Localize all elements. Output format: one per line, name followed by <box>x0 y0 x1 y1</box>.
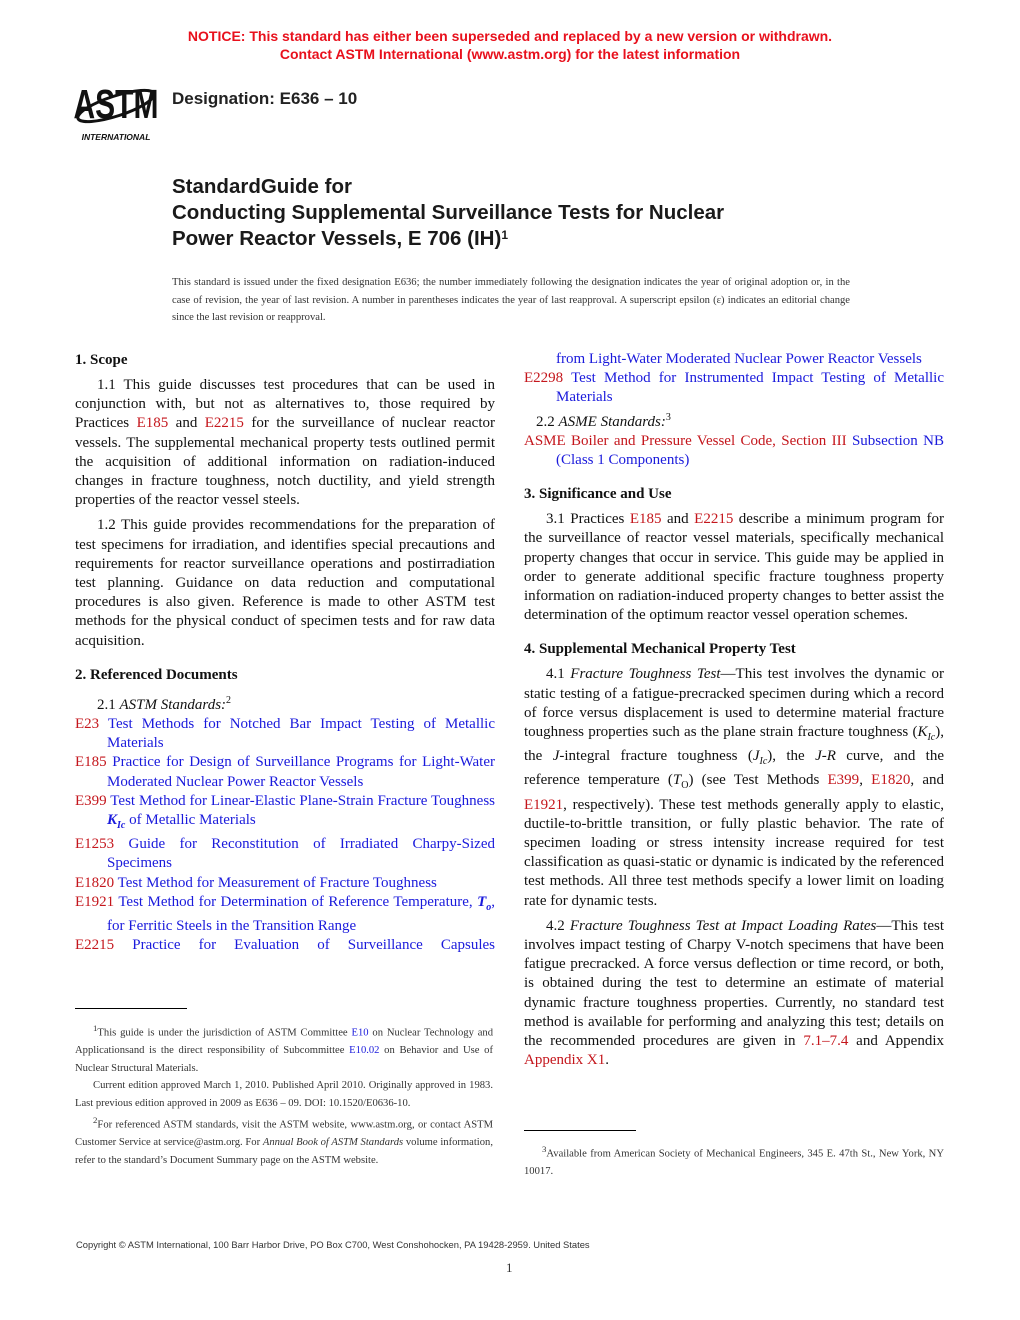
ref-item-e185[interactable]: E185 Practice for Design of Surveillance Programs for Light-Water Moderated Nuclear Power Reactor Vessels <box>75 754 496 790</box>
ref-item-e1921[interactable]: E1921 Test Method for Determination of Reference Temperature, $T_o$, for Ferritic Steels in the Transition Range <box>75 893 495 935</box>
footnotes-left <box>75 1020 493 1169</box>
link-e10[interactable]: E10 <box>351 1027 369 1039</box>
link-e2215[interactable]: E2215 <box>204 415 244 432</box>
paragraph-3-1: 3.1 Practices E185 and E2215 describe a minimum program for the surveillance of reactor vessel materials, specifically mechanical property changes that occur in service. This guide may be applied in order to generate additional specific fracture toughness property information on radiation-induced property changes to better assist the determination of the optimum reactor vessel operation schemes. <box>524 511 944 624</box>
title-line-3: Power Reactor Vessels, E 706 (IH)$^1$ <box>172 227 508 250</box>
document-title <box>172 174 724 252</box>
title-footnote-mark[interactable]: 1 <box>501 228 508 242</box>
paragraph-1-1: 1.1 This guide discusses test procedures that can be used in conjunction with, but not as alternatives to, those required by Practices E185 and E2215 for the surveillance of nuclear reactor vessels. The supplemental mechanical property tests outlined permit the acquisition of additional information on radiation-induced changes in fracture toughness, notch ductility, and yield strength properties of the reactor vessel steels. <box>75 377 495 509</box>
copyright: Copyright © ASTM International, 100 Barr Harbor Drive, PO Box C700, West Conshohocken, PA 19428-2959. United States <box>76 1239 590 1250</box>
footnote-rule-left <box>75 1008 187 1009</box>
link-e10-02[interactable]: E10.02 <box>349 1045 380 1057</box>
ref-item-e399[interactable]: E399 Test Method for Linear-Elastic Plane-Strain Fracture Toughness $K_{Ic}$ of Metallic Materials <box>75 792 495 832</box>
footnote-3: $^3$Available from American Society of Mechanical Engineers, 345 E. 47th St., New York, NY 10017. <box>524 1144 944 1178</box>
ref-item-e2298[interactable]: E2298 Test Method for Instrumented Impact Testing of Metallic Materials <box>524 370 945 406</box>
link-e1921[interactable]: E1921 <box>524 796 564 813</box>
astm-logo <box>70 76 162 144</box>
svg-text:INTERNATIONAL: INTERNATIONAL <box>81 132 151 142</box>
footnote-1: $^1$This guide is under the jurisdiction of ASTM Committee E10 on Nuclear Technology and Applicationsand is the direct responsibility of Subcommittee E10.02 on Behavior and Use of Nuclear Structural Materials. <box>75 1023 494 1074</box>
section-2-heading: 2. Referenced Documents <box>75 666 238 683</box>
link-e185[interactable]: E185 <box>136 415 169 432</box>
page-number: 1 <box>506 1260 513 1275</box>
notice-line-1: NOTICE: This standard has either been superseded and replaced by a new version or withdrawn. <box>187 28 833 44</box>
section-1-heading: 1. Scope <box>75 352 128 368</box>
footnote-rule-right <box>524 1130 636 1131</box>
paragraph-4-2: 4.2 Fracture Toughness Test at Impact Loading Rates—This test involves impact testing of Charpy V-notch specimens that have been fatigue precracked. A force versus deflection or time record, or both, is obtained during the test to determine an estimate of material dynamic fracture toughness properties. Currently, no standard test method is available for performing and analyzing this test; details on the recommended procedures are given in 7.1–7.4 and Appendix Appendix X1. <box>524 917 944 1069</box>
paragraph-1-2: 1.2 This guide provides recommendations for the preparation of test specimens for irradiation, and identifies special precautions and requirements for reactor surveillance operations and postirradiation test planning. Guidance on data reduction and computational procedures is also given. Reference is made to other ASTM test methods for the physical conduct of specimen tests and for raw data acquisition. <box>75 517 495 649</box>
ref-item-e2215[interactable]: E2215 Practice for Evaluation of Surveillance Capsules <box>75 937 496 954</box>
subsection-2-2: 2.2 ASME Standards:$^3$ <box>536 411 671 430</box>
preamble: This standard is issued under the fixed designation E636; the number immediately following the designation indicates the year of original adoption or, in the case of revision, the year of last revision. A number in parentheses indicates the year of last reapproval. A superscript epsilon (ε) indicates an editorial change since the last revision or reapproval. <box>172 277 850 323</box>
link-e1820[interactable]: E1820 <box>871 772 911 789</box>
link-section-7-1-7-4[interactable]: 7.1–7.4 <box>803 1033 849 1050</box>
footnote-1-edition: Current edition approved March 1, 2010. Published April 2010. Originally approved in 1983. Last previous edition approved in 2009 as E636 – 09. DOI: 10.1520/E0636-10. <box>75 1080 493 1109</box>
link-e2215[interactable]: E2215 <box>694 511 734 528</box>
astm-logo-icon <box>70 76 162 144</box>
ref-item-asme[interactable]: ASME Boiler and Pressure Vessel Code, Section III Subsection NB (Class 1 Components) <box>524 432 944 469</box>
footnotes-right <box>524 1141 944 1181</box>
link-e399[interactable]: E399 <box>827 772 860 789</box>
notice-line-2: Contact ASTM International (www.astm.org) for the latest information <box>279 46 741 62</box>
designation: Designation: E636 – 10 <box>172 89 358 108</box>
title-line-2: Conducting Supplemental Surveillance Tests for Nuclear <box>172 201 725 224</box>
ref-item-e23[interactable]: E23 Test Methods for Notched Bar Impact Testing of Metallic Materials <box>75 716 495 752</box>
link-e185[interactable]: E185 <box>629 511 662 528</box>
paragraph-4-1: 4.1 Fracture Toughness Test—This test involves the dynamic or static testing of a fatigue-precracked specimen during which a record of force versus displacement is used to determine material fracture toughness properties such as the plane strain fracture toughness $(K_{Ic})$, the J-integral fracture toughness $(J_{Ic})$, the J-R curve, and the reference temperature $(T_O)$ (see Test Methods E399, E1820, and E1921, respectively). These test methods generally apply to elastic, ductile-to-brittle transition, or fully plastic behavior. The rate of specimen loading or stress intensity increase required for test classification as quasi-static or dynamic is indicated by the referenced test methods. All three test methods specify a lower limit on loading rate for dynamic tests. <box>524 666 945 909</box>
withdrawal-notice <box>0 27 1020 63</box>
subsection-2-1: 2.1 ASTM Standards:$^2$ <box>97 694 232 713</box>
section-3-heading: 3. Significance and Use <box>524 486 672 503</box>
left-column <box>75 350 495 955</box>
ref-item-e2215-continued[interactable]: from Light-Water Moderated Nuclear Power Reactor Vessels <box>556 351 922 367</box>
section-4-heading: 4. Supplemental Mechanical Property Test <box>524 641 796 658</box>
ref-item-e1253[interactable]: E1253 Guide for Reconstitution of Irradiated Charpy-Sized Specimens <box>75 836 495 872</box>
footnote-2: $^2$For referenced ASTM standards, visit the ASTM website, www.astm.org, or contact ASTM Customer Service at service@astm.org. For Annual Book of ASTM Standards volume information, refer to the standard’s Document Summary page on the ASTM website. <box>75 1115 493 1166</box>
svg-text:ASTM: ASTM <box>73 81 159 127</box>
title-line-1: StandardGuide for <box>172 175 352 198</box>
ref-item-e1820[interactable]: E1820 Test Method for Measurement of Fracture Toughness <box>75 874 437 891</box>
right-column <box>524 350 944 1077</box>
link-appendix-x1[interactable]: Appendix X1 <box>524 1052 606 1069</box>
